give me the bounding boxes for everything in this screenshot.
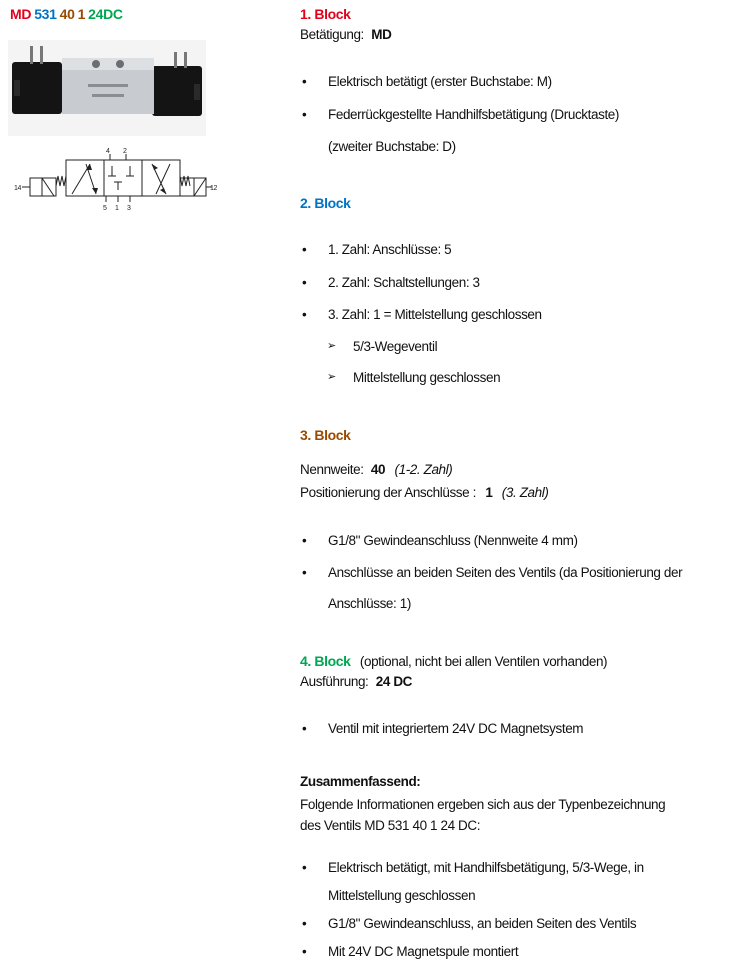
valve-photo: [8, 40, 206, 136]
block-3-line-1-value: 40: [370, 462, 386, 477]
block-1-heading: 1. Block: [300, 6, 351, 22]
type-code-part-1: MD: [10, 6, 32, 22]
arrow-bullet-icon: ➢: [327, 371, 336, 383]
block-4-execution: [300, 674, 412, 689]
block-3-line-2-value: 1: [485, 485, 493, 500]
block-1-value: MD: [371, 27, 392, 42]
bullet-text: 2. Zahl: Schaltstellungen: 3: [328, 275, 480, 290]
block-1-bullet-2-cont: (zweiter Buchstabe: D): [328, 139, 456, 154]
bullet-text: Mit 24V DC Magnetspule montiert: [328, 944, 519, 959]
block-4-heading: 4. Block: [300, 653, 351, 669]
port-2-label: 2: [123, 148, 127, 155]
type-code-part-3: 40: [59, 6, 75, 22]
block-3-line-2-label: Positionierung der Anschlüsse :: [300, 485, 476, 500]
port-5-label: 5: [103, 205, 107, 212]
block-4-value: 24 DC: [375, 674, 413, 689]
bullet-icon: •: [302, 565, 307, 580]
bullet-text: Elektrisch betätigt, mit Handhilfsbetätigung, 5/3-Wege, in: [328, 860, 644, 875]
port-4-label: 4: [106, 148, 110, 155]
bullet-icon: •: [302, 307, 307, 322]
block-3-port-position: [300, 485, 548, 500]
block-3-bullet-2-cont: Anschlüsse: 1): [328, 596, 411, 611]
block-3-line-1-label: Nennweite:: [300, 462, 364, 477]
port-3-label: 3: [127, 205, 131, 212]
block-4-heading-line: [300, 653, 607, 669]
port-1-label: 1: [115, 205, 119, 212]
block-3-heading: 3. Block: [300, 427, 351, 443]
bullet-icon: •: [302, 860, 307, 875]
bullet-icon: •: [302, 944, 307, 959]
arrow-bullet-icon: ➢: [327, 340, 336, 352]
block-4-note: (optional, nicht bei allen Ventilen vorhanden): [359, 654, 608, 669]
type-code-part-5: 24DC: [88, 6, 123, 22]
bullet-icon: •: [302, 533, 307, 548]
bullet-text: Anschlüsse an beiden Seiten des Ventils (da Positionierung der: [328, 565, 683, 580]
valve-symbol: [12, 146, 218, 214]
summary-line-2: des Ventils MD 531 40 1 24 DC:: [300, 818, 481, 833]
bullet-text: Ventil mit integriertem 24V DC Magnetsystem: [328, 721, 584, 736]
block-1-actuation: [300, 27, 391, 42]
block-2-heading: 2. Block: [300, 195, 351, 211]
bullet-icon: •: [302, 916, 307, 931]
block-4-label: Ausführung:: [300, 674, 369, 689]
bullet-text: G1/8" Gewindeanschluss, an beiden Seiten des Ventils: [328, 916, 637, 931]
bullet-icon: •: [302, 74, 307, 89]
block-3-line-1-note: (1-2. Zahl): [394, 462, 453, 477]
type-code-part-4: 1: [77, 6, 86, 22]
block-3-nominal-size: [300, 462, 452, 477]
bullet-icon: •: [302, 242, 307, 257]
bullet-text: G1/8" Gewindeanschluss (Nennweite 4 mm): [328, 533, 578, 548]
bullet-text: Elektrisch betätigt (erster Buchstabe: M): [328, 74, 552, 89]
sub-bullet-text: Mittelstellung geschlossen: [353, 370, 501, 385]
type-code-part-2: 531: [34, 6, 57, 22]
bullet-icon: •: [302, 107, 307, 122]
type-code: [10, 6, 126, 22]
bullet-text: 3. Zahl: 1 = Mittelstellung geschlossen: [328, 307, 542, 322]
bullet-icon: •: [302, 275, 307, 290]
sub-bullet-text: 5/3-Wegeventil: [353, 339, 438, 354]
bullet-icon: •: [302, 721, 307, 736]
block-1-label: Betätigung:: [300, 27, 364, 42]
summary-line-1: Folgende Informationen ergeben sich aus der Typenbezeichnung: [300, 797, 666, 812]
bullet-text: 1. Zahl: Anschlüsse: 5: [328, 242, 452, 257]
bullet-text: Federrückgestellte Handhilfsbetätigung (Drucktaste): [328, 107, 620, 122]
port-14-label: 14: [14, 185, 21, 192]
summary-bullet-1-cont: Mittelstellung geschlossen: [328, 888, 476, 903]
port-12-label: 12: [210, 185, 217, 192]
block-3-line-2-note: (3. Zahl): [501, 485, 549, 500]
summary-heading: Zusammenfassend:: [300, 774, 421, 789]
